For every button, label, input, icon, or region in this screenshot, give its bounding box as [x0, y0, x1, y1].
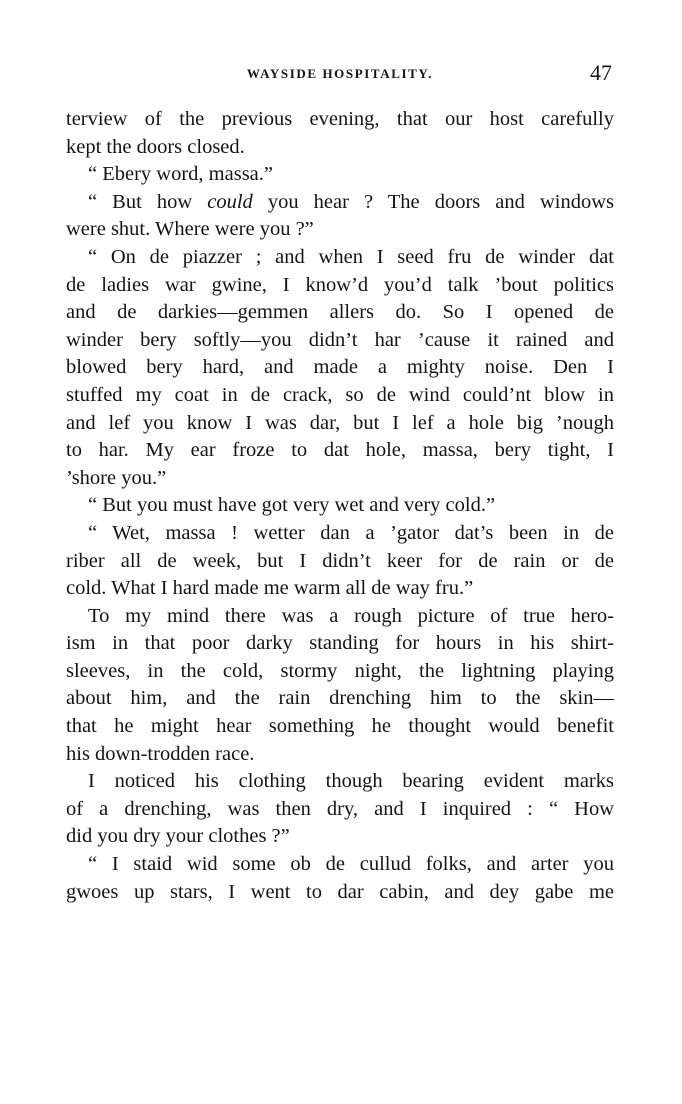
text-line: “ Ebery word, massa.” [88, 163, 274, 186]
text-line: “ But you must have got very wet and very cold.” [88, 494, 496, 517]
text-line: To my mind there was a rough picture of true hero- [88, 604, 614, 627]
emphasis: could [207, 190, 253, 213]
text-line: stuffed my coat in de crack, so de wind could’nt blow in [66, 383, 614, 406]
text-line: “ I staid wid some ob de cullud folks, and arter you [88, 853, 614, 876]
text-line: and lef you know I was dar, but I lef a hole big ’nough [66, 411, 614, 434]
text-line: and de darkies—gemmen allers do. So I opened de [66, 301, 614, 324]
text-line: “ Wet, massa ! wetter dan a ’gator dat’s been in de [88, 521, 614, 544]
text-line: kept the doors closed. [66, 135, 245, 158]
running-head [66, 60, 614, 88]
running-title: WAYSIDE HOSPITALITY. [246, 66, 434, 81]
text-line: about him, and the rain drenching him to the skin— [66, 687, 614, 710]
text-line: of a drenching, was then dry, and I inquired : “ How [66, 797, 614, 820]
text-line: “ But how could you hear ? The doors and windows [88, 190, 615, 213]
text-line: sleeves, in the cold, stormy night, the lightning playing [66, 659, 614, 682]
text-line: “ On de piazzer ; and when I seed fru de winder dat [88, 245, 614, 268]
text-line: ism in that poor darky standing for hours in his shirt- [66, 632, 614, 655]
text-line: were shut. Where were you ?” [66, 218, 314, 241]
body-text [66, 106, 614, 906]
page-number: 47 [590, 60, 612, 85]
text-line: to har. My ear froze to dat hole, massa, bery tight, I [66, 439, 614, 462]
text-line: cold. What I hard made me warm all de way fru.” [66, 577, 474, 600]
text-line: terview of the previous evening, that our host carefully [66, 108, 614, 130]
text-line: ’shore you.” [66, 466, 167, 489]
text-line: his down-trodden race. [66, 742, 255, 765]
text-line: winder bery softly—you didn’t har ’cause it rained and [66, 328, 614, 351]
text-line: gwoes up stars, I went to dar cabin, and dey gabe me [66, 880, 614, 903]
text-line: blowed bery hard, and made a mighty noise. Den I [66, 356, 614, 379]
text-line: de ladies war gwine, I know’d you’d talk ’bout politics [66, 273, 614, 296]
text-line: did you dry your clothes ?” [66, 825, 290, 848]
text-line: riber all de week, but I didn’t keer for de rain or de [66, 549, 614, 572]
text-line: I noticed his clothing though bearing evident marks [88, 770, 614, 793]
text-line: that he might hear something he thought would benefit [66, 715, 614, 738]
